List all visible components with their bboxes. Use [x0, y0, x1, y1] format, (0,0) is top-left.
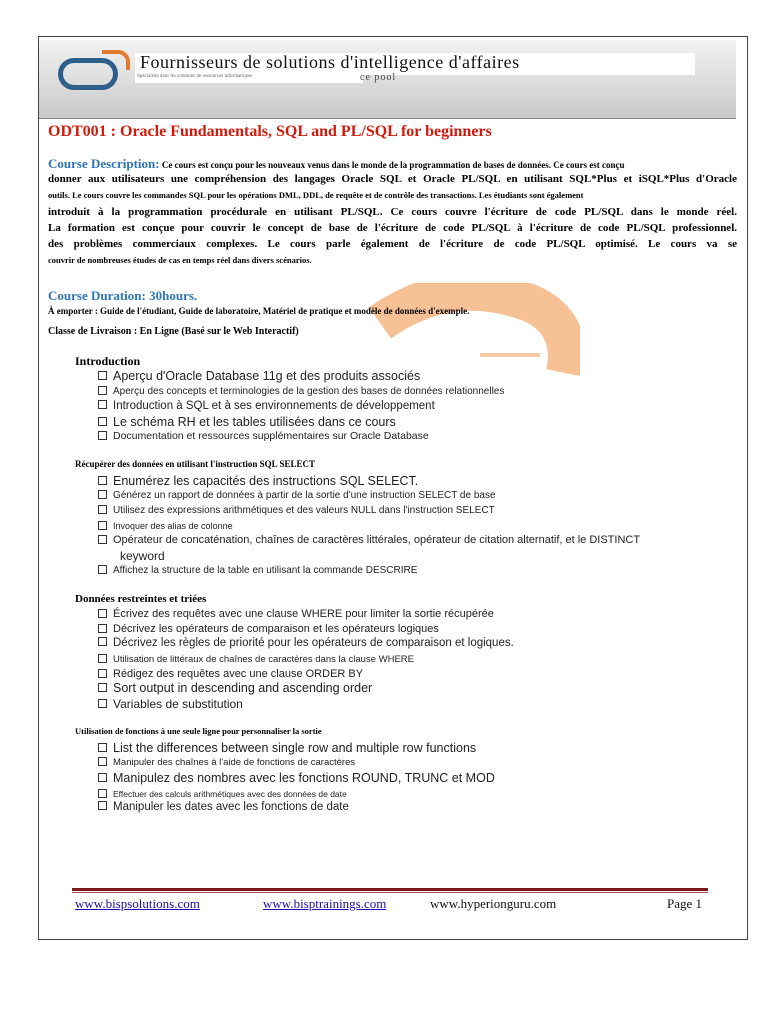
checkbox-icon — [98, 505, 107, 514]
list-item: Rédigez des requêtes avec une clause ORDER BY — [98, 668, 363, 680]
description-label: Course Description: — [48, 156, 160, 171]
page-number: Page 1 — [667, 896, 703, 911]
description-line-1 — [48, 156, 625, 172]
list-item: Opérateur de concaténation, chaînes de caractères littérales, opérateur de citation alternatif, et le DISTINCT — [98, 534, 640, 546]
checkbox-icon — [98, 386, 107, 395]
list-item: Utilisation de littéraux de chaînes de caractères dans la clause WHERE — [98, 654, 414, 665]
checkbox-icon — [98, 789, 107, 798]
list-item: Décrivez les opérateurs de comparaison et les opérateurs logiques — [98, 623, 439, 635]
checkbox-icon — [98, 371, 107, 380]
section-heading-restricted: Données restreintes et triées — [75, 593, 207, 605]
section-heading-select: Récupérer des données en utilisant l'instruction SQL SELECT — [75, 459, 315, 469]
checkbox-icon — [98, 624, 107, 633]
list-item: Aperçu des concepts et terminologies de la gestion des bases de données relationnelles — [98, 386, 504, 397]
list-item: Affichez la structure de la table en utilisant la commande DESCRIRE — [98, 565, 417, 576]
footer-text-hyperionguru: www.hyperionguru.com — [430, 896, 557, 911]
footer-divider-thin — [72, 892, 708, 893]
list-item: List the differences between single row and multiple row functions — [98, 741, 476, 755]
list-item: Enumérez les capacités des instructions SQL SELECT. — [98, 474, 418, 488]
description-line-3: outils. Le cours couvre les commandes SQL pour les opérations DML, DDL, de requête et de contrôle des transactions. Les étudiants sont également — [48, 190, 584, 200]
description-line-2: donner aux utilisateurs une compréhension des langages Oracle SQL et Oracle PL/SQL en utilisant SQL*Plus et iSQL*Plus d'Oracle — [48, 173, 737, 185]
checkbox-icon — [98, 609, 107, 618]
list-item: Introduction à SQL et à ses environnements de développement — [98, 400, 435, 412]
logo-accent-icon — [102, 50, 130, 70]
checkbox-icon — [98, 757, 107, 766]
checkbox-icon — [98, 431, 107, 440]
list-item: Décrivez les règles de priorité pour les opérateurs de comparaison et logiques. — [98, 637, 514, 649]
list-item: Manipuler les dates avec les fonctions de date — [98, 801, 349, 813]
checkbox-icon — [98, 565, 107, 574]
checkbox-icon — [98, 801, 107, 810]
list-item: Manipulez des nombres avec les fonctions ROUND, TRUNC et MOD — [98, 771, 495, 785]
description-line-5: La formation est conçue pour couvrir le concept de base de l'écriture de code PL/SQL à l'écriture de code PL/SQL professionnel. — [48, 222, 737, 234]
section-heading-single-row-functions: Utilisation de fonctions à une seule ligne pour personnaliser la sortie — [75, 726, 322, 736]
list-item: Effectuer des calculs arithmétiques avec des données de date — [98, 789, 347, 799]
footer-link-bispsolutions[interactable]: www.bispsolutions.com — [75, 896, 200, 911]
list-item: Générez un rapport de données à partir de la sortie d'une instruction SELECT de base — [98, 490, 496, 501]
list-item: Manipuler des chaînes à l'aide de fonctions de caractères — [98, 757, 355, 768]
list-item: Aperçu d'Oracle Database 11g et des produits associés — [98, 369, 420, 383]
list-item: Sort output in descending and ascending order — [98, 681, 372, 695]
list-item: Écrivez des requêtes avec une clause WHERE pour limiter la sortie récupérée — [98, 608, 494, 620]
footer-divider — [72, 888, 708, 891]
description-line-4: introduit à la programmation procédurale en utilisant PL/SQL. Ce cours couvre l'écriture de code PL/SQL dans le monde réel. — [48, 206, 737, 218]
delivery-class: Classe de Livraison : En Ligne (Basé sur le Web Interactif) — [48, 326, 299, 337]
course-title: ODT001 : Oracle Fundamentals, SQL and PL/SQL for beginners — [48, 123, 492, 140]
checkbox-icon — [98, 400, 107, 409]
list-item-continuation: keyword — [120, 549, 165, 563]
checkbox-icon — [98, 669, 107, 678]
checkbox-icon — [98, 683, 107, 692]
checkbox-icon — [98, 417, 107, 426]
takeaway-text: À emporter : Guide de l'étudiant, Guide de laboratoire, Matériel de pratique et modèle de données d'exemple. — [48, 306, 470, 316]
checkbox-icon — [98, 743, 107, 752]
checkbox-icon — [98, 476, 107, 485]
checkbox-icon — [98, 535, 107, 544]
list-item: Variables de substitution — [98, 697, 243, 711]
list-item: Documentation et ressources supplémentaires sur Oracle Database — [98, 430, 429, 442]
checkbox-icon — [98, 699, 107, 708]
checkbox-icon — [98, 654, 107, 663]
checkbox-icon — [98, 773, 107, 782]
checkbox-icon — [98, 490, 107, 499]
section-heading-introduction: Introduction — [75, 354, 141, 368]
description-line-7: couvrir de nombreuses études de cas en temps réel dans divers scénarios. — [48, 255, 312, 265]
description-text-1: Ce cours est conçu pour les nouveaux venus dans le monde de la programmation de bases de données. Ce cours est conçu — [161, 160, 625, 170]
list-item: Utilisez des expressions arithmétiques et des valeurs NULL dans l'instruction SELECT — [98, 505, 495, 516]
header-tagline: Spécialiste dans les solutions de ressources informatiques — [137, 74, 253, 79]
description-line-6: des problèmes commerciaux complexes. Le cours parle également de l'écriture de code PL/SQL optimisé. Le cours va se — [48, 238, 737, 250]
footer-link-bisptrainings[interactable]: www.bisptrainings.com — [263, 896, 387, 911]
header-title: Fournisseurs de solutions d'intelligence d'affaires — [140, 52, 520, 72]
checkbox-icon — [98, 637, 107, 646]
list-item: Le schéma RH et les tables utilisées dans ce cours — [98, 415, 396, 429]
list-item: Invoquer des alias de colonne — [98, 521, 233, 531]
course-duration: Course Duration: 30hours. — [48, 288, 198, 303]
header-tail-text: ce pool — [360, 72, 397, 83]
checkbox-icon — [98, 521, 107, 530]
